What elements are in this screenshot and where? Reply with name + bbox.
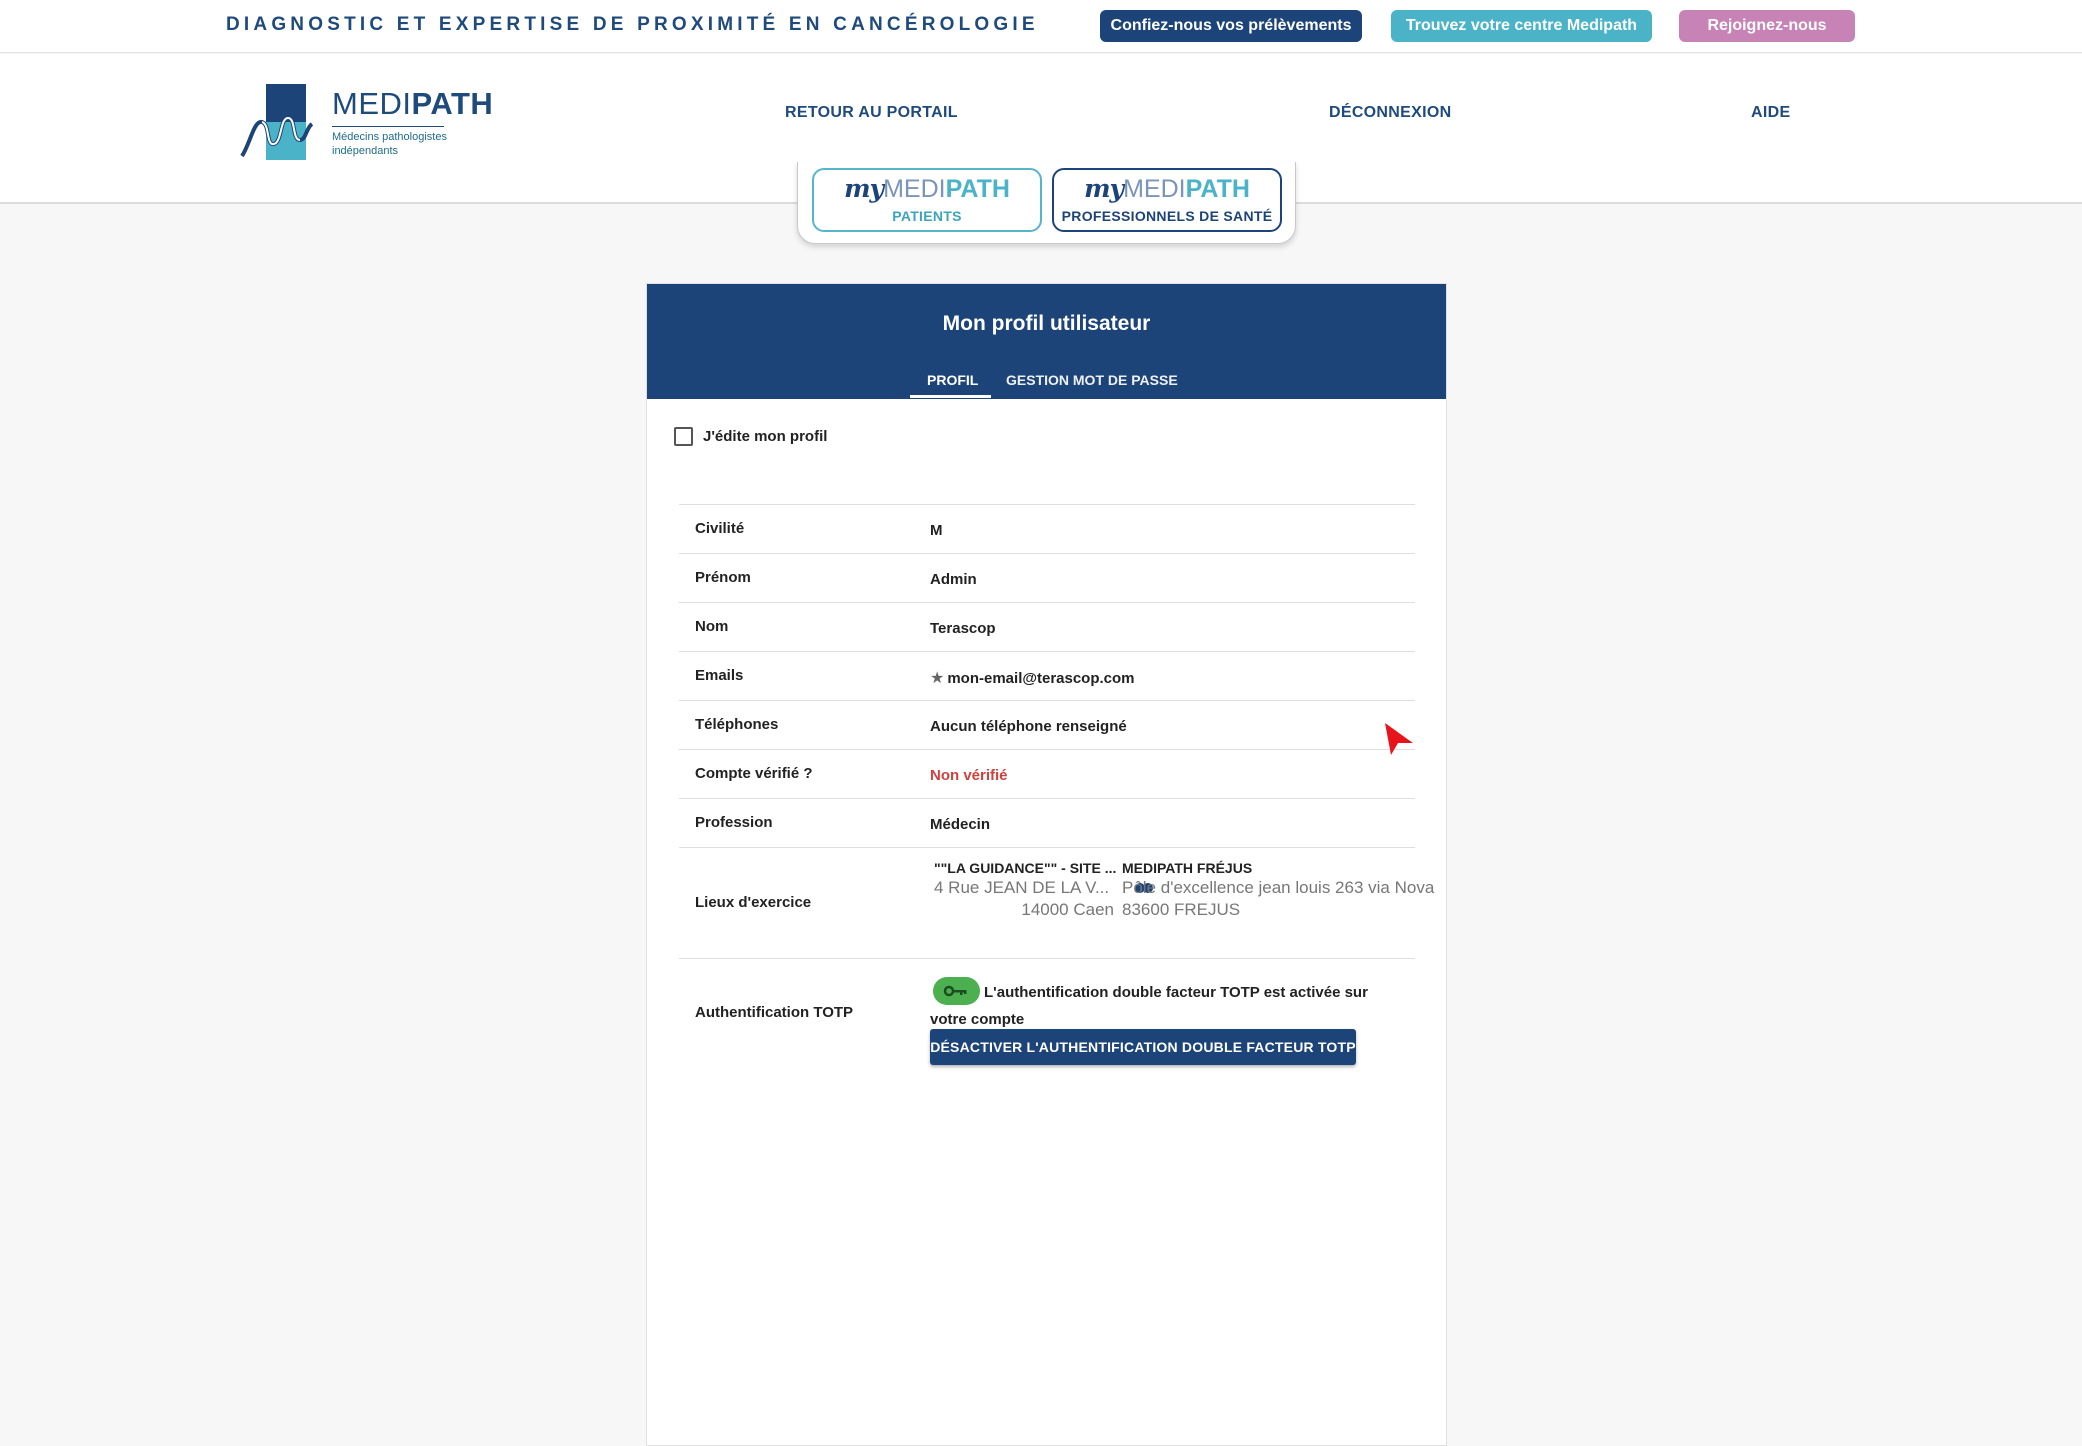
switch-patients-label: PATIENTS (892, 208, 962, 224)
field-civilite (679, 504, 1415, 553)
disable-totp-button[interactable]: DÉSACTIVER L'AUTHENTIFICATION DOUBLE FACTEUR TOTP (930, 1029, 1356, 1065)
logo-wordmark: MEDIPATH (332, 86, 494, 121)
logo-rule (332, 126, 444, 127)
nav-logout[interactable]: DÉCONNEXION (1329, 104, 1452, 121)
location-address: Pôle d'excellence jean louis 263 via Nova (1122, 878, 1435, 897)
location-city: 14000 Caen (1021, 900, 1114, 919)
medipath-logo[interactable] (240, 84, 494, 164)
field-lieux-exercice (679, 847, 1435, 958)
find-center-button[interactable]: Trouvez votre centre Medipath (1391, 10, 1652, 42)
verification-status: Non vérifié (930, 767, 1008, 784)
field-telephones (679, 700, 1415, 749)
field-value: ★ mon-email@terascop.com (930, 670, 1135, 687)
location-address: 4 Rue JEAN DE LA V... (934, 878, 1110, 897)
send-samples-button[interactable]: Confiez-nous vos prélèvements (1100, 10, 1362, 42)
switch-professionals-label: PROFESSIONNELS DE SANTÉ (1061, 208, 1273, 224)
switch-professionals-button[interactable] (1052, 168, 1282, 232)
logo-subtitle: Médecins pathologistes indépendants (332, 131, 447, 157)
location-card[interactable] (1122, 860, 1447, 920)
tab-password[interactable]: GESTION MOT DE PASSE (1006, 372, 1178, 388)
nav-help[interactable]: AIDE (1751, 104, 1791, 121)
edit-profile-toggle[interactable] (674, 427, 827, 446)
field-compte-verifie (679, 749, 1415, 798)
cursor-icon (1382, 721, 1416, 757)
edit-profile-label: J'édite mon profil (703, 428, 828, 445)
star-icon: ★ (930, 670, 945, 687)
tagline: DIAGNOSTIC ET EXPERTISE DE PROXIMITÉ EN CANCÉROLOGIE (226, 14, 1039, 35)
field-nom (679, 602, 1415, 651)
page-title: Mon profil utilisateur (942, 312, 1151, 335)
field-label: Compte vérifié ? (695, 765, 813, 782)
mymedipath-logo: myMEDIPATH (844, 174, 1010, 203)
location-name: MEDIPATH FRÉJUS (1122, 860, 1253, 876)
profile-card-header (647, 284, 1446, 399)
medipath-logo-icon (240, 84, 324, 160)
field-value: Terascop (930, 620, 996, 637)
field-value: M (930, 522, 943, 539)
key-icon (943, 985, 969, 997)
portal-switcher (797, 162, 1296, 244)
field-value: Aucun téléphone renseigné (930, 718, 1127, 735)
field-prenom (679, 553, 1415, 602)
nav-back-to-portal[interactable]: RETOUR AU PORTAIL (785, 104, 958, 121)
field-label: Prénom (695, 569, 751, 586)
location-city: 83600 FREJUS (1122, 900, 1241, 919)
totp-section (930, 959, 1410, 1089)
mymedipath-logo: myMEDIPATH (1084, 174, 1250, 203)
field-totp (679, 958, 1415, 1088)
totp-status-text: L'authentification double facteur TOTP est activée sur votre compte (930, 984, 1368, 1028)
edit-profile-checkbox[interactable] (674, 427, 693, 446)
join-us-button[interactable]: Rejoignez-nous (1679, 10, 1855, 42)
field-label: Authentification TOTP (695, 1004, 854, 1021)
field-label: Téléphones (695, 716, 779, 733)
profile-card (646, 283, 1447, 1446)
tab-profil[interactable]: PROFIL (927, 372, 979, 388)
field-label: Profession (695, 814, 773, 831)
field-label: Emails (695, 667, 744, 684)
top-banner (0, 0, 2082, 53)
active-tab-indicator (910, 395, 991, 398)
field-label: Civilité (695, 520, 745, 537)
field-value: Médecin (930, 816, 991, 833)
location-name: ""LA GUIDANCE"" - SITE ... (934, 860, 1117, 876)
field-profession (679, 798, 1415, 847)
field-label: Lieux d'exercice (695, 894, 812, 911)
totp-toggle[interactable] (933, 977, 980, 1005)
field-label: Nom (695, 618, 729, 635)
switch-patients-button[interactable] (812, 168, 1042, 232)
field-emails (679, 651, 1415, 700)
field-value: Admin (930, 571, 977, 588)
location-card[interactable] (934, 860, 1117, 920)
